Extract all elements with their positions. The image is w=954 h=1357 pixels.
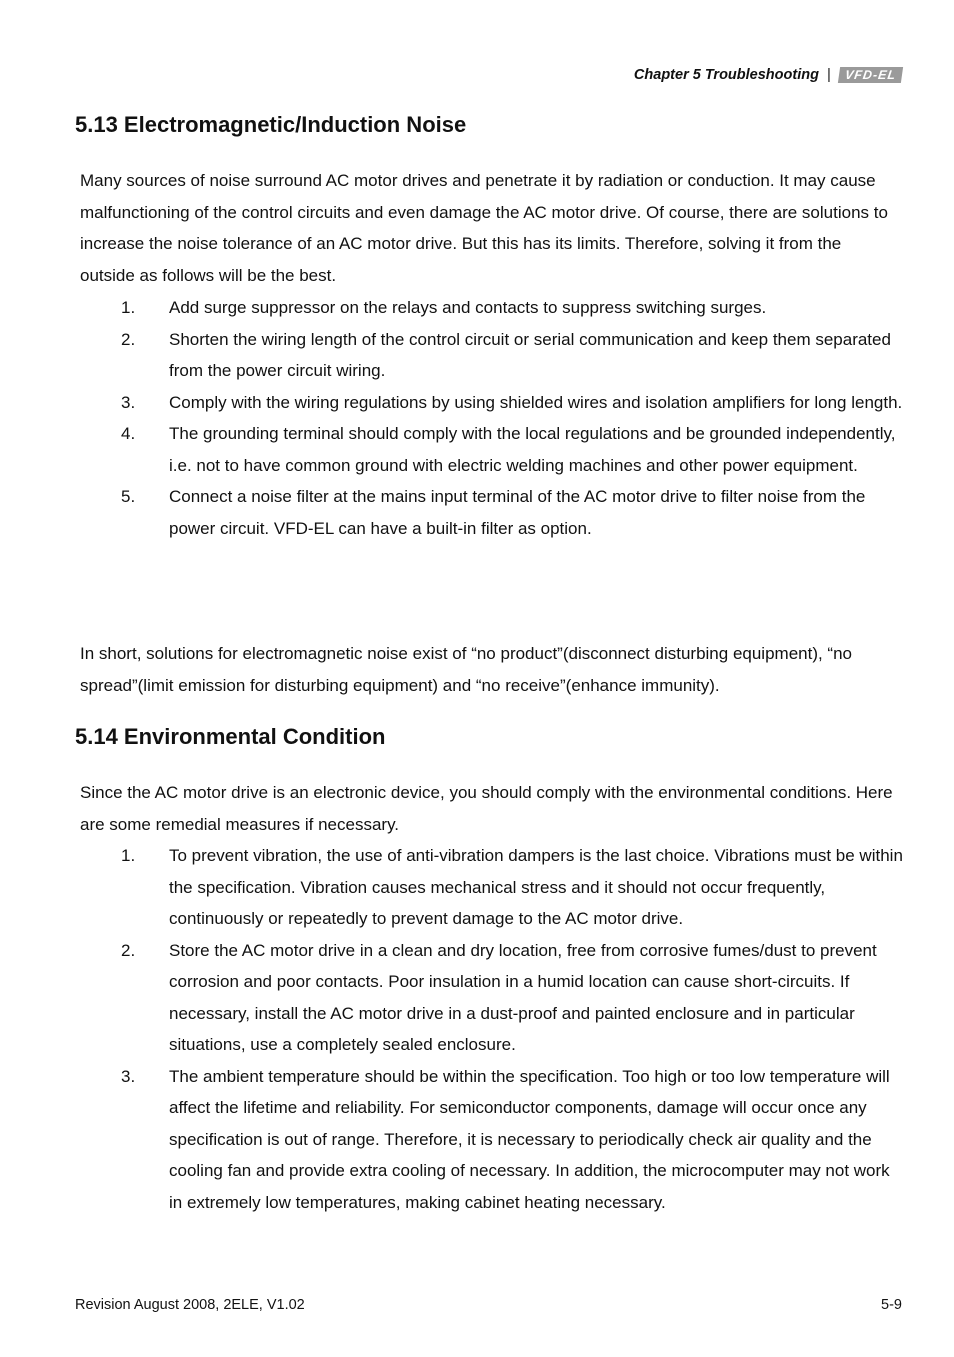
list-item-text: Add surge suppressor on the relays and contacts to suppress switching surges. xyxy=(169,298,767,317)
section-5-14-intro: Since the AC motor drive is an electronic device, you should comply with the environmental conditions. Here are some remedial measures if necessary. xyxy=(80,783,893,834)
section-5-13-summary: In short, solutions for electromagnetic noise exist of “no product”(disconnect disturbing equipment), “no spread”(limit emission for disturbing equipment) and “no receive”(enhance immunity). xyxy=(80,644,853,695)
list-item-number: 2. xyxy=(121,329,136,349)
noise-measures-list xyxy=(0,292,954,544)
list-item-text: The ambient temperature should be within the specification. Too high or too low temperature will affect the lifetime and reliability. For semiconductor components, damage will occur once any specification is out of range. Therefore, it is necessary to periodically check air quality and the cooling fan and provide extra cooling of necessary. In addition, the microcomputer may not work in extremely low temperatures, making cabinet heating necessary. xyxy=(169,1066,890,1212)
chapter-title: Chapter 5 Troubleshooting xyxy=(633,66,819,83)
list-item xyxy=(0,840,954,935)
list-item-text: To prevent vibration, the use of anti-vibration dampers is the last choice. Vibrations must be within the specification. Vibration causes mechanical stress and it should not occur frequently, continuously or repeatedly to prevent damage to the AC motor drive. xyxy=(169,846,903,928)
list-item-text: Shorten the wiring length of the control circuit or serial communication and keep them separated from the power circuit wiring. xyxy=(169,329,891,380)
list-item-number: 5. xyxy=(121,487,136,506)
list-item-number: 1. xyxy=(121,298,136,317)
list-item-text: Comply with the wiring regulations by using shielded wires and isolation amplifiers for long length. xyxy=(169,392,903,412)
header-separator: | xyxy=(826,66,831,83)
section-5-14-title: 5.14 Environmental Condition xyxy=(75,724,386,749)
vfd-el-logo: VFD-EL xyxy=(838,67,903,83)
section-5-13-title: 5.13 Electromagnetic/Induction Noise xyxy=(75,112,467,137)
list-item-text: Store the AC motor drive in a clean and dry location, free from corrosive fumes/dust to prevent corrosion and poor contacts. Poor insulation in a humid location can cause short-circuits. If necessary, install the AC motor drive in a dust-proof and painted enclosure and in particular situations, use a completely sealed enclosure. xyxy=(169,940,877,1054)
list-item xyxy=(0,387,954,419)
list-item xyxy=(0,324,954,387)
list-item-number: 4. xyxy=(121,424,136,443)
list-item-number: 3. xyxy=(121,1066,136,1086)
section-5-13-intro: Many sources of noise surround AC motor drives and penetrate it by radiation or conduction. It may cause malfunctioning of the control circuits and even damage the AC motor drive. Of course, there are solutions to increase the noise tolerance of an AC motor drive. But this has its limits. Therefore, solving it from the outside as follows will be the best. xyxy=(80,171,888,285)
list-item-number: 2. xyxy=(121,940,136,960)
list-item xyxy=(0,292,954,324)
list-item-number: 1. xyxy=(121,846,136,865)
list-item-number: 3. xyxy=(121,392,136,412)
list-item xyxy=(0,418,954,481)
list-item xyxy=(0,935,954,1061)
list-item xyxy=(0,1061,954,1219)
list-item-text: Connect a noise filter at the mains input terminal of the AC motor drive to filter noise from the power circuit. VFD-EL can have a built-in filter as option. xyxy=(169,487,866,538)
footer-page-number: 5-9 xyxy=(881,1297,902,1313)
footer-revision: Revision August 2008, 2ELE, V1.02 xyxy=(75,1297,305,1313)
environment-measures-list xyxy=(0,840,954,1218)
list-item xyxy=(0,481,954,544)
page-header xyxy=(634,66,902,83)
list-item-text: The grounding terminal should comply with the local regulations and be grounded independently, i.e. not to have common ground with electric welding machines and other power equipment. xyxy=(169,424,896,475)
